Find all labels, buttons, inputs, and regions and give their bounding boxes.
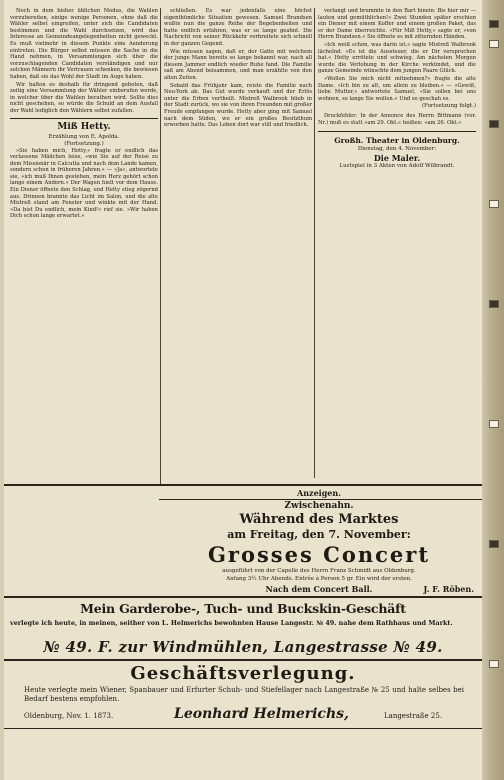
story-continued: (Fortsetzung.) <box>64 140 104 147</box>
ad-geschaeft-text: Heute verlegte mein Wiener, Spanbauer und Erfurter Schuh- und Stiefellager nach Langestraße № 25 und halte selbes bei Bedarf bestens empfohlen. <box>24 686 464 703</box>
story-text-col3-bottom: »Wollen Sie mich nicht mitnehmen?« fragte die alte Dame. »Ich bin zu alt, um allein zu bleiben.« — »Gewiß, liebe Mutter,« antwortete Samuel, »Sie sollen bei uns wohnen, so lange Sie wollen.« Und so geschah es. <box>318 75 476 102</box>
ads-header: Anzeigen. <box>297 488 341 498</box>
article-text-mid: Wir halten es deshalb für dringend geboten, daß zeitig eine Versammlung der Wähler einberufen werde, in welcher über die Wahlen berathen wird. Sollte dies nicht geschehen, so würde die Schuld an dem Ausfall der Wahl lediglich den Wählern selbst zufallen. <box>10 81 158 114</box>
divider <box>4 659 482 661</box>
divider <box>4 596 482 598</box>
story-text-col3-mid: »Ich weiß schon, was darin ist,« sagte Mistreß Walbrook lächelnd. »Es ist die Aussteuer, die er Dir versprochen hat.« Hetty errötete und schwieg. Am nächsten Morgen wurde die Verlobung in der Kirche verkündet, und die ganze Gemeinde wünschte dem jungen Paare Glück. <box>318 41 476 75</box>
scan-scale-patch <box>489 420 499 428</box>
ad-place-date: Oldenburg, Nov. 1. 1873. <box>24 712 114 720</box>
story-author: Erzählung von E. Apolda. <box>48 133 120 140</box>
ad-garderobe-title: Mein Garderobe-, Tuch- und Buckskin-Geschäft <box>80 601 406 616</box>
column-rule <box>160 8 161 486</box>
scan-scale-patch <box>489 120 499 128</box>
story-text-col2-mid: Wie müssen sagen, daß er, der Gatte mit welchem der junge Mann bereits so lange bekannt war, nach all diesem Jammer endlich wieder Ruhe fand. Die Familie saß am Abend beisammen, und man erzählte von den alten Zeiten. <box>164 48 312 81</box>
ad-helmerichs-address: Langestraße 25. <box>384 712 443 720</box>
column-2 <box>164 8 312 478</box>
theatre-desc: Lustspiel in 3 Akten von Adolf Wilbrandt. <box>339 162 455 169</box>
theatre-title: Großh. Theater in Oldenburg. <box>334 135 460 145</box>
ad-date: am Freitag, den 7. November: <box>227 528 411 541</box>
scan-scale-patch <box>489 300 499 308</box>
scan-scale-patch <box>489 20 499 28</box>
article-text-top: Noch in dem bisher üblichen Modus, die Wahlen vorzubereiten, einige wenige Personen, ohne daß die Wähler selbst eingreifen, unter sich die Candidaten bestimmen und die Wahl durchsetzen, wird das Interesse an Gemeindeangelegenheiten nicht geweckt. Es muß vielmehr in diesem Punkte eine Aenderung eintreten. Die Bürger selbst müssen die Sache in die Hand nehmen, in Versammlungen sich über die vorzuschlagenden Candidaten verständigen und nur solchen Männern ihr Vertrauen schenken, die bewiesen haben, daß sie das Wohl der Stadt im Auge haben. <box>10 8 158 80</box>
ad-garderobe-text: verlegte ich heute, in meinen, seither von L. Helmerichs bewohnten Hause Langestr. № 49. nahe dem Rathhaus und Markt. <box>10 619 453 627</box>
divider <box>10 118 158 119</box>
theatre-play: Die Maler. <box>373 152 421 163</box>
ad-zwischenahn: Zwischenahn. <box>284 501 354 511</box>
ad-concert-desc1: ausgeführt von der Capelle des Herrn Franz Schmidt aus Oldenburg. <box>222 568 416 574</box>
scan-scale-patch <box>489 660 499 668</box>
ad-address-line: № 49. F. zur Windmühlen, Langestrasse № 49. <box>43 638 443 656</box>
ads-top-rule <box>4 484 482 486</box>
theatre-date: Dienstag, den 4. November: <box>357 145 437 152</box>
divider <box>4 728 482 729</box>
ad-helmerichs: Leonhard Helmerichs, <box>174 706 349 722</box>
briefkasten-note: Druckfehler: In der Annonce des Herrn Bittmann (vor. Nr.) muß es statt »am 29. Okt.« heißen: »am 26. Okt.« <box>318 113 476 126</box>
story-text: »Sie haben mich, Hetty,« fragte er endlich das verlassene Mädchen leise, »wie Sie auf der Reise zu dem Missionär in Calcutta und nach dem Lande kamen, sondern schon in früheren Jahren.« — »Ja«, antwortete sie, »ich muß Ihnen gestehen, mein Herz gehört schon lange einem Andern.« Der Wagen hielt vor dem Hause. Ein Diener öffnete den Schlag, und Hetty stieg zögernd aus. Drinnen brannte das Licht im Salon, und die alte Mistreß stand am Fenster und winkte mit der Hand. »Da bist Du endlich, mein Kind!« rief sie. »Wir haben Dich schon lange erwartet.« <box>10 147 158 220</box>
fortsetzung-note: (Fortsetzung folgt.) <box>421 103 476 110</box>
newspaper-page <box>4 0 482 780</box>
scan-scale-patch <box>489 200 499 208</box>
ad-ball: Nach dem Concert Ball. <box>265 584 373 594</box>
ad-concert: Grosses Concert <box>207 542 431 567</box>
column-3 <box>318 8 476 478</box>
ad-signature: J. F. Röben. <box>423 584 474 594</box>
divider <box>159 499 482 500</box>
story-text-col3-top: verlangt und brummte in den Bart hinein: Bis hier mir — lauten und gemüthlichen!« Zwei Stunden später erschien ein Diener mit einem Koffer und einem großen Paket, das er der Dame überreichte. »Für Miß Hetty,« sagte er, »von Herrn Brandsen.« Sie öffnete es mit zitternden Händen. <box>318 8 476 41</box>
scan-scale-patch <box>489 40 499 48</box>
scan-scale-patch <box>489 540 499 548</box>
story-text-col2-bottom: Sobald das Frühjahr kam, reiste die Familie nach Neu-York ab. Das Gut wurde verkauft und der Erlös unter die Erben vertheilt. Mistreß Walbrook blieb in der Stadt zurück, wo sie von ihren Freunden mit großer Freude empfangen wurde. Hetty aber ging mit Samuel nach dem Süden, wo er ein großes Besitzthum erworben hatte. Das Leben dort war still und friedlich. <box>164 82 312 129</box>
ad-geschaeft-title: Geschäftsverlegung. <box>130 663 356 684</box>
column-rule <box>314 8 315 478</box>
column-1 <box>10 8 158 488</box>
story-title: Miß Hetty. <box>57 121 111 132</box>
ad-concert-desc2: Anfang 3½ Uhr Abends. Entrée à Person 5 gr. Ein wird der ersten. <box>226 576 412 582</box>
divider <box>318 131 476 132</box>
story-text-col2-top: schließen. Es war jedenfalls eine höchst eigenthümliche Situation gewesen. Samuel Brandsen wußte nun die ganze Reihe der Begebenheiten und hatte endlich erfahren, was er so lange geahnt. Die Nachricht von seiner Rückkehr verbreitete sich schnell in der ganzen Gegend. <box>164 8 312 47</box>
ad-markt: Während des Marktes <box>239 512 399 527</box>
